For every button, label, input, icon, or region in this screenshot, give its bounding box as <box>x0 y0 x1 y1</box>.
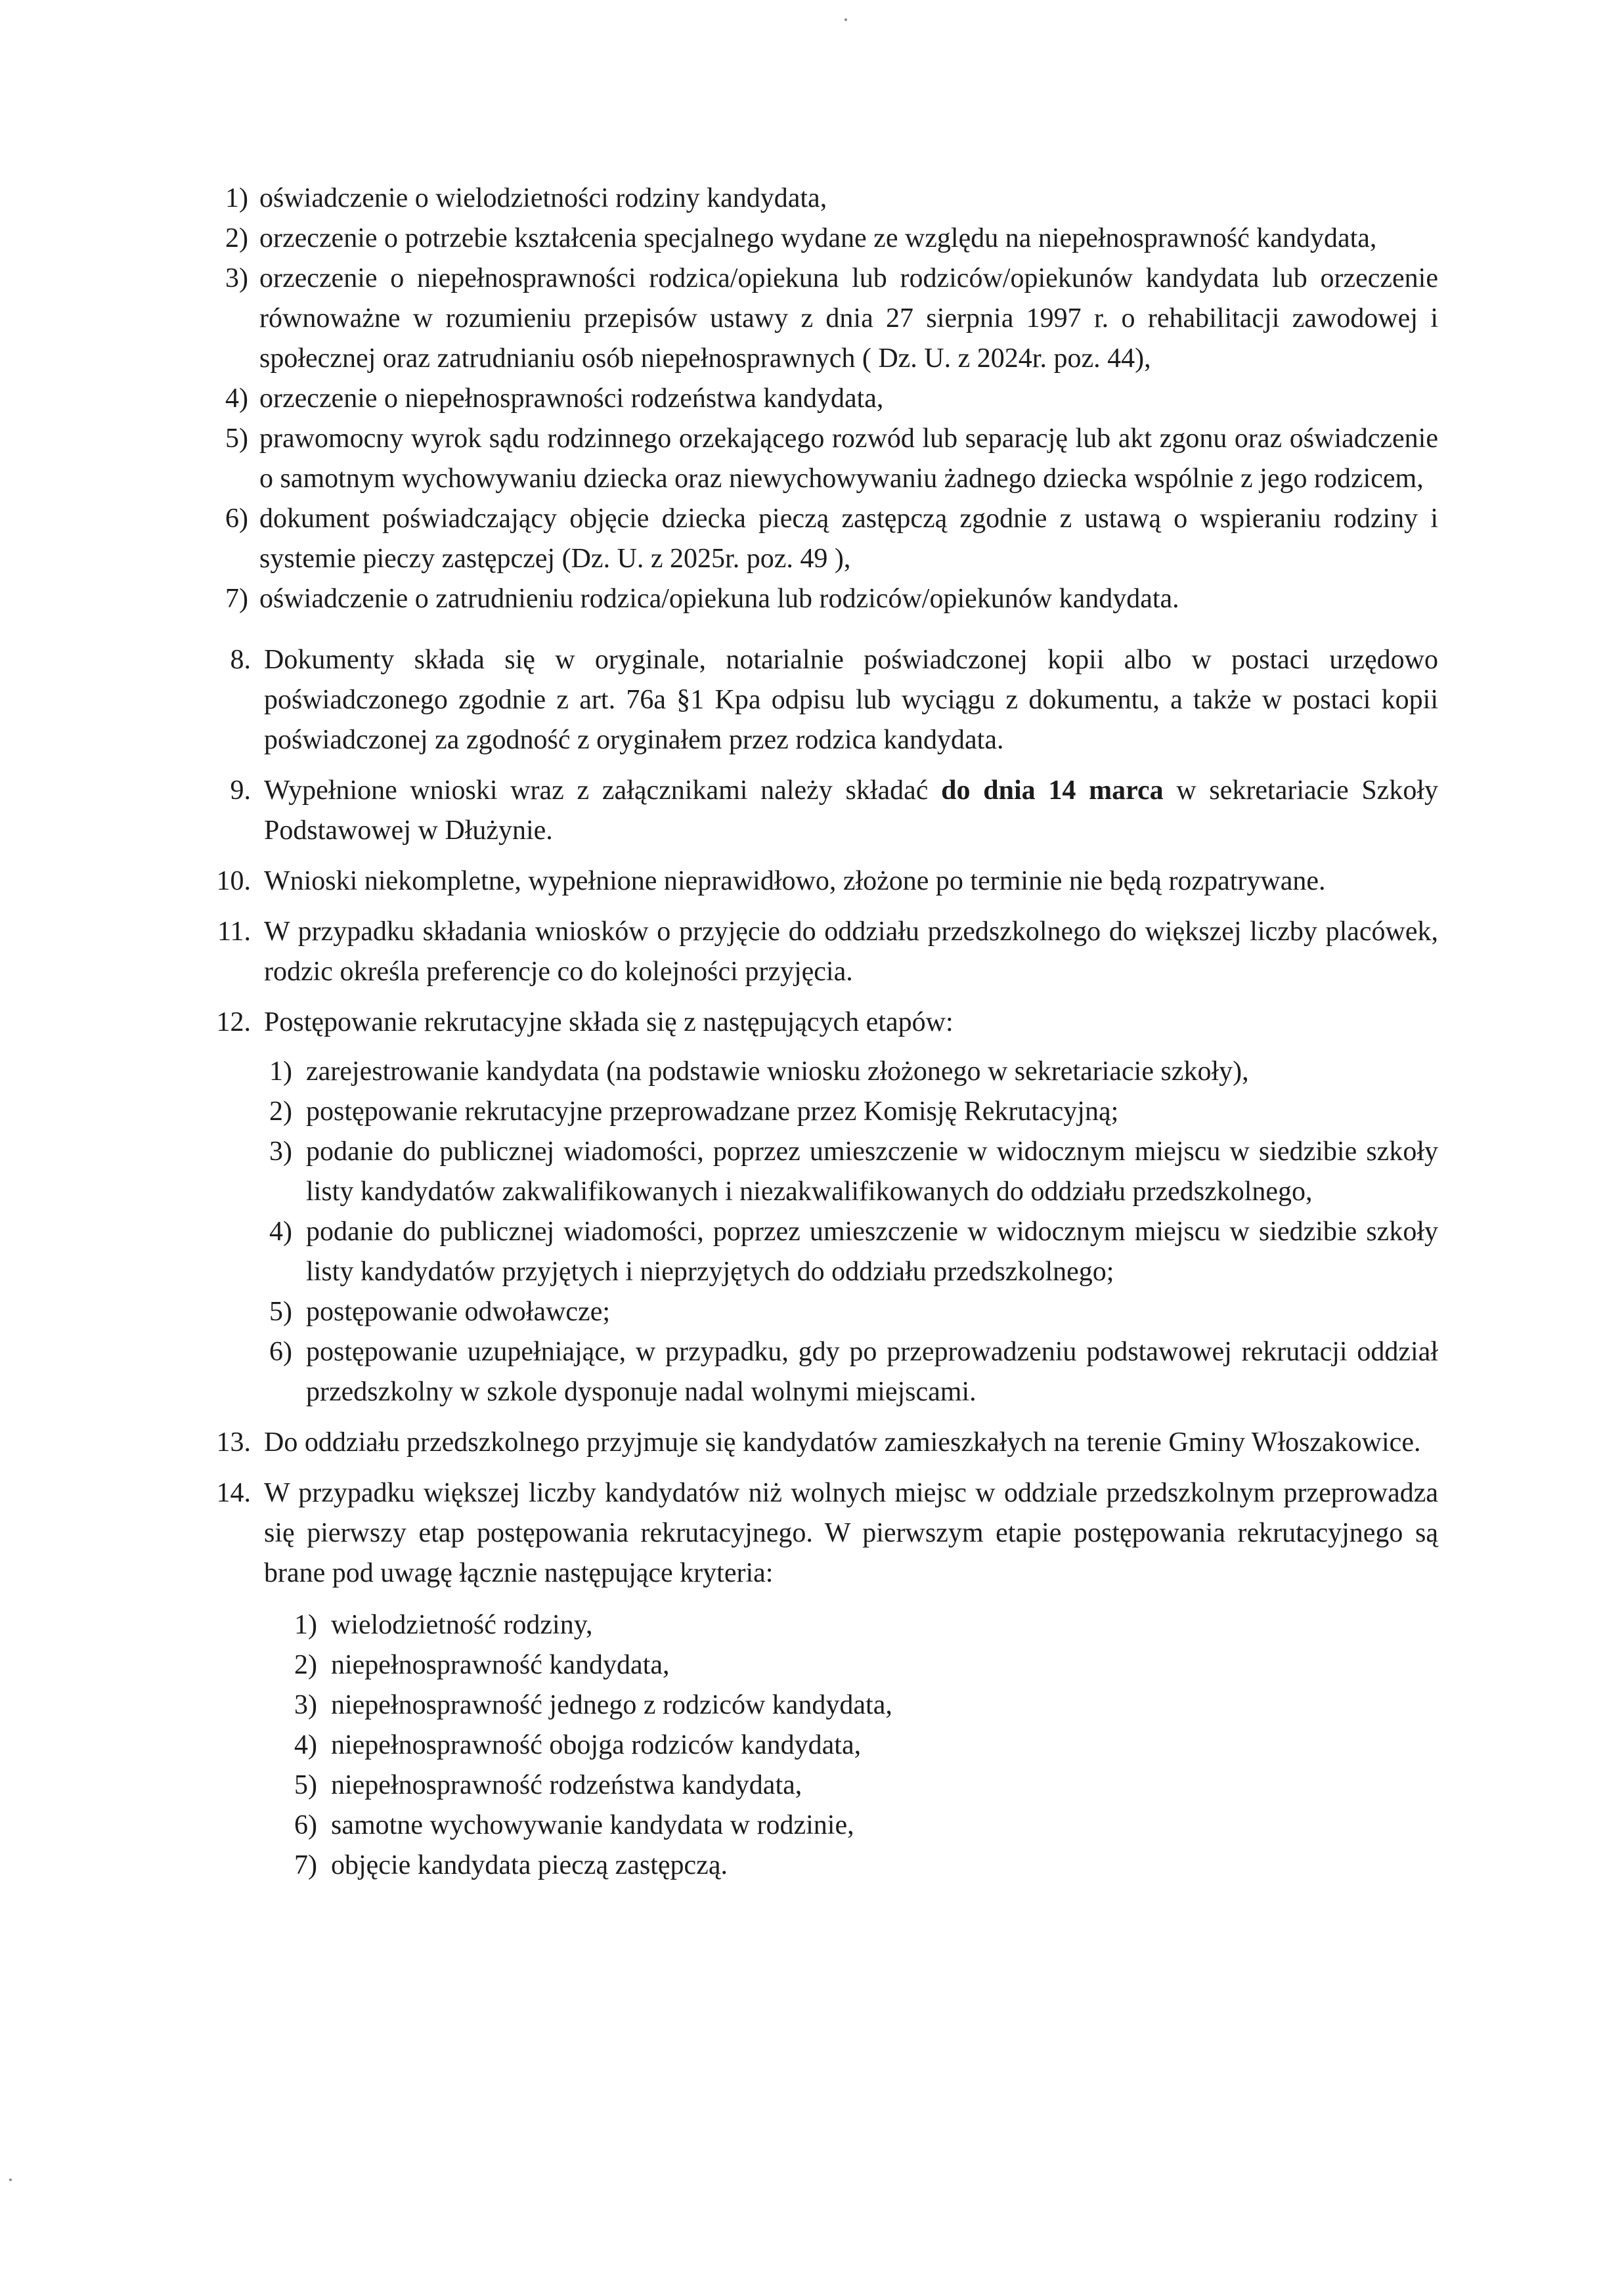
deadline-date: do dnia 14 marca <box>941 775 1164 806</box>
scan-speck <box>9 2178 12 2181</box>
list-item: 5) niepełnosprawność rodzeństwa kandydata, <box>294 1770 802 1800</box>
p9-text-after: w sekretariacie Szkoły Podstawowej w Dłużynie. <box>264 775 1438 846</box>
list-item: 1) wielodzietność rodziny, <box>294 1610 593 1640</box>
list-item: 2) niepełnosprawność kandydata, <box>294 1650 670 1680</box>
paragraph-8: 8. Dokumenty składa się w oryginale, notarialnie poświadczonej kopii albo w postaci urzędowo poświadczonego zgodnie z art. 76a §1 Kpa odpisu lub wyciągu z dokumentu, a także w postaci kopii poświadczonej za zgodność z oryginałem przez rodzica kandydata. <box>230 645 1438 755</box>
documents-list <box>197 179 1438 619</box>
list-item: 1) oświadczenie o wielodzietności rodziny kandydata, <box>225 183 827 213</box>
paragraph-12: 12. Postępowanie rekrutacyjne składa się z następujących etapów: <box>216 1007 954 1037</box>
list-item: 3) orzeczenie o niepełnosprawności rodzica/opiekuna lub rodziców/opiekunów kandydata lub orzeczenie równoważne w rozumieniu przepisów ustawy z dnia 27 sierpnia 1997 r. o rehabilitacji zawodowej i społecznej oraz zatrudnianiu osób niepełnosprawnych ( Dz. U. z 2024r. poz. 44), <box>225 263 1438 374</box>
paragraph-9: 9. Wypełnione wnioski wraz z załącznikami należy składać do dnia 14 marca w sekretariacie Szkoły Podstawowej w Dłużynie. <box>230 775 1438 846</box>
paragraph-11: 11. W przypadku składania wniosków o przyjęcie do oddziału przedszkolnego do większej liczby placówek, rodzic określa preferencje co do kolejności przyjęcia. <box>217 917 1438 987</box>
criteria-list <box>246 1605 1438 1886</box>
scan-speck <box>845 18 847 21</box>
paragraph-10: 10. Wnioski niekompletne, wypełnione nieprawidłowo, złożone po terminie nie będą rozpatrywane. <box>216 866 1326 896</box>
list-item: 3) podanie do publicznej wiadomości, poprzez umieszczenie w widocznym miejscu w siedzibie szkoły listy kandydatów zakwalifikowanych i niezakwalifikowanych do oddziału przedszkolnego, <box>269 1137 1438 1207</box>
list-item: 1) zarejestrowanie kandydata (na podstawie wniosku złożonego w sekretariacie szkoły), <box>269 1056 1249 1087</box>
paragraph-13: 13. Do oddziału przedszkolnego przyjmuje się kandydatów zamieszkałych na terenie Gminy Włoszakowice. <box>216 1427 1421 1458</box>
list-item: 6) samotne wychowywanie kandydata w rodzinie, <box>294 1810 854 1840</box>
list-item: 4) podanie do publicznej wiadomości, poprzez umieszczenie w widocznym miejscu w siedzibie szkoły listy kandydatów przyjętych i nieprzyjętych do oddziału przedszkolnego; <box>269 1217 1438 1287</box>
document-body <box>197 179 1438 1886</box>
stages-list <box>246 1052 1438 1412</box>
list-item: 7) oświadczenie o zatrudnieniu rodzica/opiekuna lub rodziców/opiekunów kandydata. <box>225 584 1179 614</box>
list-item: 6) dokument poświadczający objęcie dziecka pieczą zastępczą zgodnie z ustawą o wspieraniu rodziny i systemie pieczy zastępczej (Dz. U. z 2025r. poz. 49 ), <box>225 504 1438 574</box>
list-item: 5) postępowanie odwoławcze; <box>269 1297 611 1327</box>
p9-text-before: Wypełnione wnioski wraz z załącznikami należy składać <box>264 775 942 806</box>
list-item: 3) niepełnosprawność jednego z rodziców kandydata, <box>294 1690 892 1720</box>
list-item: 4) niepełnosprawność obojga rodziców kandydata, <box>294 1730 862 1760</box>
list-item: 2) postępowanie rekrutacyjne przeprowadzane przez Komisję Rekrutacyjną; <box>269 1096 1119 1127</box>
list-item: 2) orzeczenie o potrzebie kształcenia specjalnego wydane ze względu na niepełnosprawność kandydata, <box>225 223 1377 253</box>
list-item: 6) postępowanie uzupełniające, w przypadku, gdy po przeprowadzeniu podstawowej rekrutacji oddział przedszkolny w szkole dysponuje nadal wolnymi miejscami. <box>269 1337 1438 1407</box>
list-item: 5) prawomocny wyrok sądu rodzinnego orzekającego rozwód lub separację lub akt zgonu oraz oświadczenie o samotnym wychowywaniu dziecka oraz niewychowywaniu żadnego dziecka wspólnie z jego rodzicem, <box>225 423 1438 494</box>
paragraph-14: 14. W przypadku większej liczby kandydatów niż wolnych miejsc w oddziale przedszkolnym przeprowadza się pierwszy etap postępowania rekrutacyjnego. W pierwszym etapie postępowania rekrutacyjnego są brane pod uwagę łącznie następujące kryteria: <box>216 1478 1438 1588</box>
list-item: 4) orzeczenie o niepełnosprawności rodzeństwa kandydata, <box>225 383 884 414</box>
list-item: 7) objęcie kandydata pieczą zastępczą. <box>294 1850 728 1880</box>
